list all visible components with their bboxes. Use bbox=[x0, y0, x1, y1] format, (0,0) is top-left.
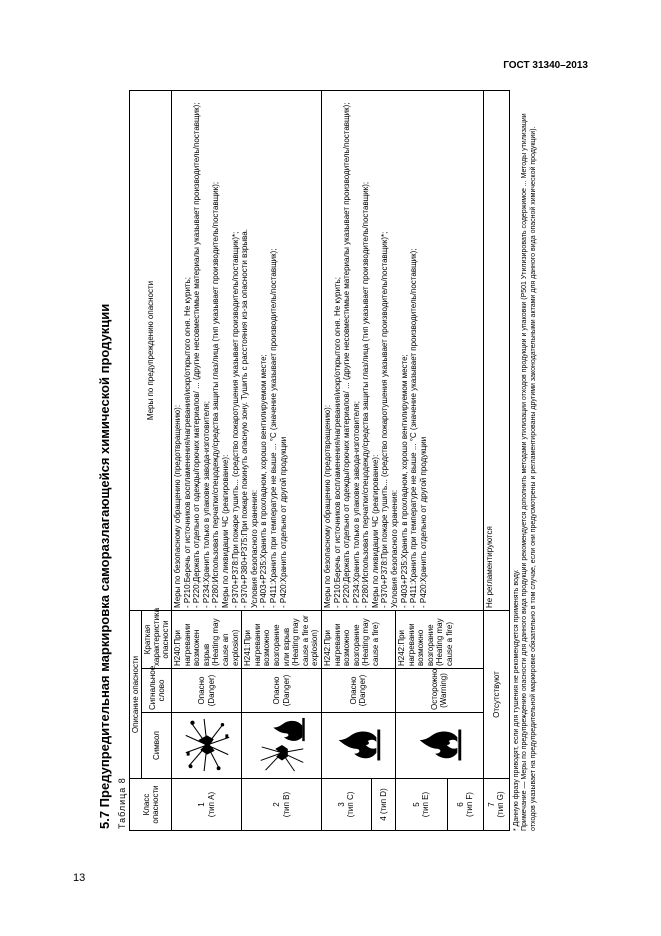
exploding-bomb-flame-icon bbox=[256, 717, 308, 775]
col-measures: Меры по предупреждению опасности bbox=[130, 91, 172, 611]
symbol-cell bbox=[172, 713, 242, 779]
symbol-cell bbox=[242, 713, 322, 779]
symbol-cell bbox=[395, 713, 483, 779]
section-title: 5.7 Предупредительная маркировка саморазлагающейся химической продукции bbox=[97, 303, 112, 829]
flame-icon bbox=[413, 717, 465, 775]
class-cell: 7 (тип G) bbox=[483, 779, 509, 831]
hazard-table bbox=[129, 90, 510, 831]
footnotes bbox=[513, 91, 539, 831]
class-cell: 1 (тип А) bbox=[172, 779, 242, 831]
measures-cell: Меры по безопасному обращению (предотвращению): - Р210:Беречь от источников воспламенения/нагревания/искр/открытого огня. Не курить; - Р220:Держать отдельно от одежды/горючих материалов/ ... (другие несовместимые материалы указывает производитель/поставщик); - Р234:Хранить только в упаковке завода-изготовителя; - Р280:Использовать перчатки/спецодежду/средства защиты глаз/лица (тип указывает производитель/поставщик); Меры по ликвидации ЧС (реагирование): - Р370+Р378:При пожаре тушить... (средство пожаротушения указывает производитель/поставщик)*; Условия безопасного хранения: - Р403+Р235:Хранить в прохладном, хорошо вентилируемом месте; - Р411:Хранить при температуре не выше ... °С (значение указывает производитель/поставщик); - Р420:Хранить отдельно от другой продукции bbox=[321, 91, 483, 611]
signal-cell: Осторожно (Warning) bbox=[395, 669, 483, 713]
signal-cell: Отсутствуют bbox=[483, 611, 509, 779]
table-row bbox=[483, 91, 509, 831]
rotated-table-content bbox=[97, 91, 579, 831]
col-symbol: Символ bbox=[142, 713, 172, 779]
document-header: ГОСТ 31340–2013 bbox=[503, 60, 588, 71]
flame-icon bbox=[332, 717, 384, 775]
hazard-cell: Н242:При нагревании возможно возгорание (Heating may cause a fire) bbox=[395, 611, 483, 669]
symbol-cell bbox=[321, 713, 395, 779]
col-signal: Сигнальное слово bbox=[142, 669, 172, 713]
hazard-cell: Н240:При нагревании возможен взрыв (Heating may cause an explosion) bbox=[172, 611, 242, 669]
class-cell: 6 (тип F) bbox=[447, 779, 483, 831]
measures-cell: Меры по безопасному обращению (предотвращению): - Р210:Беречь от источников воспламенения/нагревания/искр/открытого огня. Не курить; - Р220:Держать отдельно от одежды/горючих материалов/ ... (другие несовместимые материалы указывает производитель/поставщик); - Р234:Хранить только в упаковке завода-изготовителя; - Р280:Использовать перчатки/спецодежду/средства защиты глаз/лица (тип указывает производитель/поставщик); Меры по ликвидации ЧС (реагирование): - Р370+Р378:При пожаре тушить... (средство пожаротушения указывает производитель/поставщик)*; - Р370+Р380+Р375:При пожаре покинуть опасную зону. Тушить с расстояния из-за опасности взрыва. Условия безопасного хранения: - Р403+Р235:Хранить в прохладном, хорошо вентилируемом месте; - Р411:Хранить при температуре не выше ... °С (значение указывает производитель/поставщик); - Р420:Хранить отдельно от другой продукции bbox=[172, 91, 322, 611]
signal-cell: Опасно (Danger) bbox=[321, 669, 395, 713]
class-cell: 5 (тип Е) bbox=[395, 779, 447, 831]
table-label: Таблица 8 bbox=[117, 777, 127, 829]
signal-cell: Опасно (Danger) bbox=[172, 669, 242, 713]
footnote: Примечание — Меры по предупреждению опасности для данного вида продукции рекомендуется дополнить методами утилизации отходов продукции и упаковки (Р501 Утилизировать содержимое ... Методы утилизации отходов указывает на предупредительной маркировке обязательно в том случае, если они предусмотрены и регламентированы другими законодательными актами для данного вида опасной химической продукции). bbox=[521, 113, 537, 831]
signal-cell: Опасно (Danger) bbox=[242, 669, 322, 713]
class-cell: 3 (тип С) bbox=[321, 779, 371, 831]
exploding-bomb-icon bbox=[181, 717, 233, 775]
col-description: Описание опасности bbox=[130, 611, 142, 779]
col-class: Класс опасности bbox=[130, 779, 172, 831]
class-cell: 4 (тип D) bbox=[371, 779, 395, 831]
hazard-cell: Н241:При нагревании возможно возгорание или взрыв (Heating may cause a fire or explosion) bbox=[242, 611, 322, 669]
table-header-row bbox=[130, 91, 142, 831]
table-row bbox=[172, 91, 242, 831]
measures-cell: Не регламентируются bbox=[483, 91, 509, 611]
table-row bbox=[321, 91, 371, 831]
class-cell: 2 (тип В) bbox=[242, 779, 322, 831]
col-hazard: Краткая характеристика опасности bbox=[142, 611, 172, 669]
page-number: 13 bbox=[73, 872, 86, 884]
hazard-cell: Н242:При нагревании возможно возгорание (Heating may cause a fire) bbox=[321, 611, 395, 669]
footnote: * Данную фразу приводят, если для тушения не рекомендуется применять воду. bbox=[512, 569, 520, 831]
